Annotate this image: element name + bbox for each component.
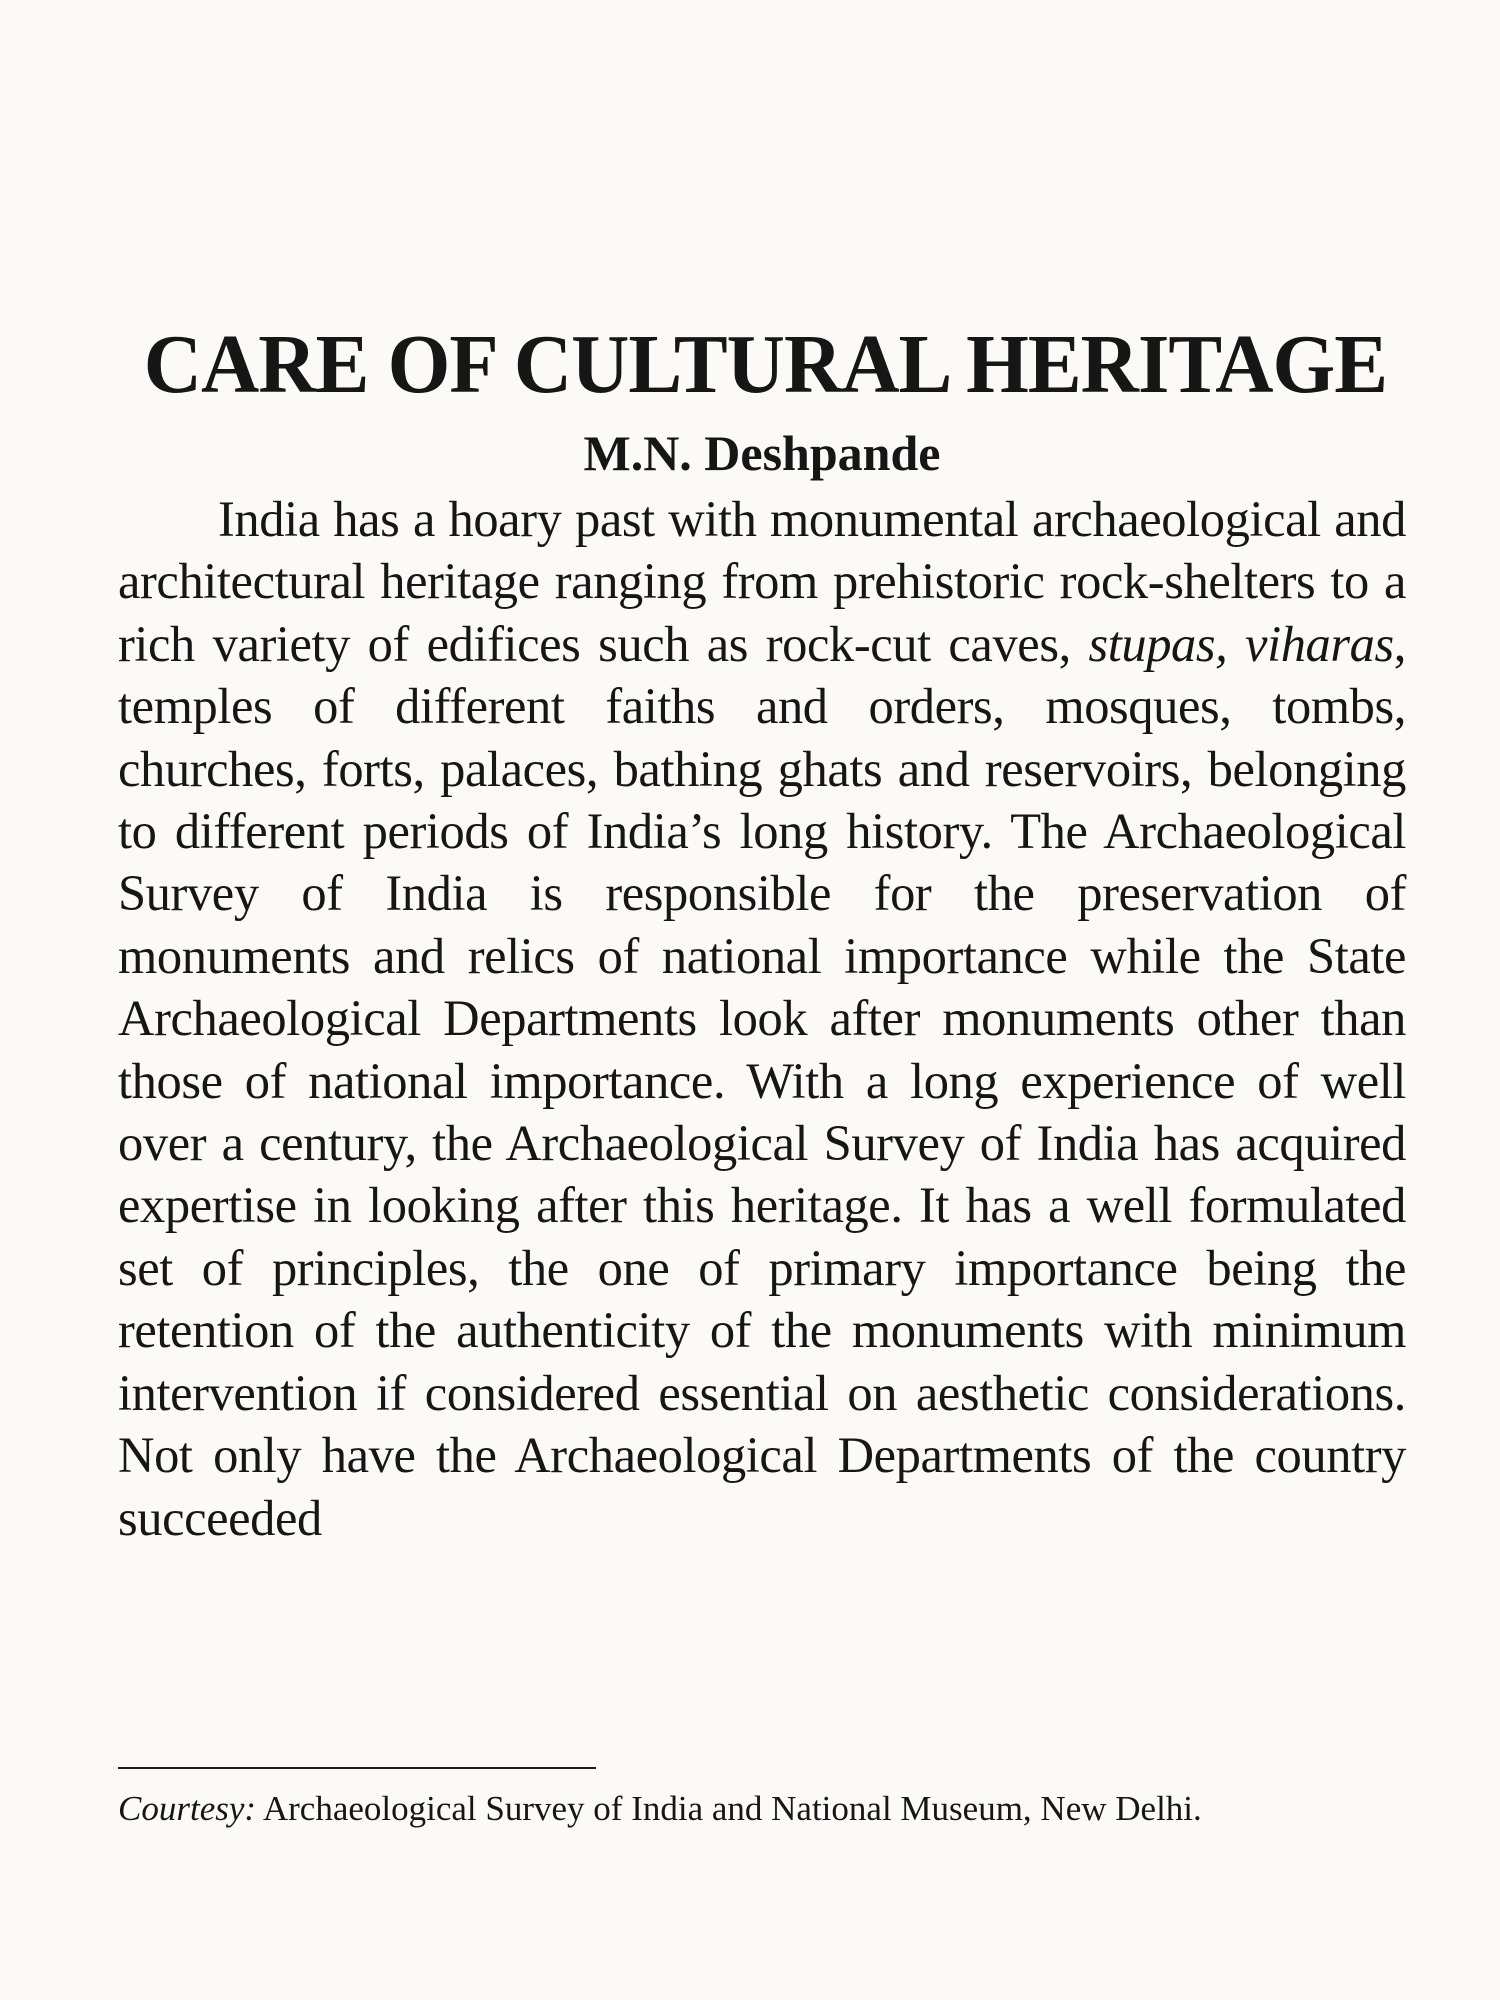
article	[118, 318, 1406, 1549]
body-text-part-2: , temples of different faiths and orders, mosques, tombs, churches, forts, palaces, bathing ghats and reservoirs, belonging to different periods of India’s long history. The Archaeological Survey of India is responsible for the preservation of monuments and relics of national importance while the State Archaeological Departments look after monuments other than those of national importance. With a long experience of well over a century, the Archaeological Survey of India has acquired expertise in looking after this heritage. It has a well formulated set of principles, the one of primary importance being the retention of the authenticity of the monuments with minimum intervention if considered essential on aesthetic considerations. Not only have the Archaeological Departments of the country succeeded	[118, 615, 1406, 1546]
show-through-texture-top	[118, 0, 1408, 320]
body-text-italic: stupas, viharas	[1088, 615, 1394, 672]
footnote-label: Courtesy:	[118, 1789, 257, 1828]
article-title: CARE OF CULTURAL HERITAGE	[143, 318, 1388, 411]
body-text-part-1: India has a hoary past with monumental archaeological and architectural heritage ranging from prehistoric rock-shelters to a rich variety of edifices such as rock-cut caves,	[118, 491, 1406, 672]
article-author: M.N. Deshpande	[583, 425, 941, 481]
footnote	[118, 1785, 1406, 1833]
footnote-text: Archaeological Survey of India and National Museum, New Delhi.	[256, 1789, 1202, 1828]
article-body	[118, 488, 1406, 1549]
footnote-divider	[118, 1767, 596, 1769]
